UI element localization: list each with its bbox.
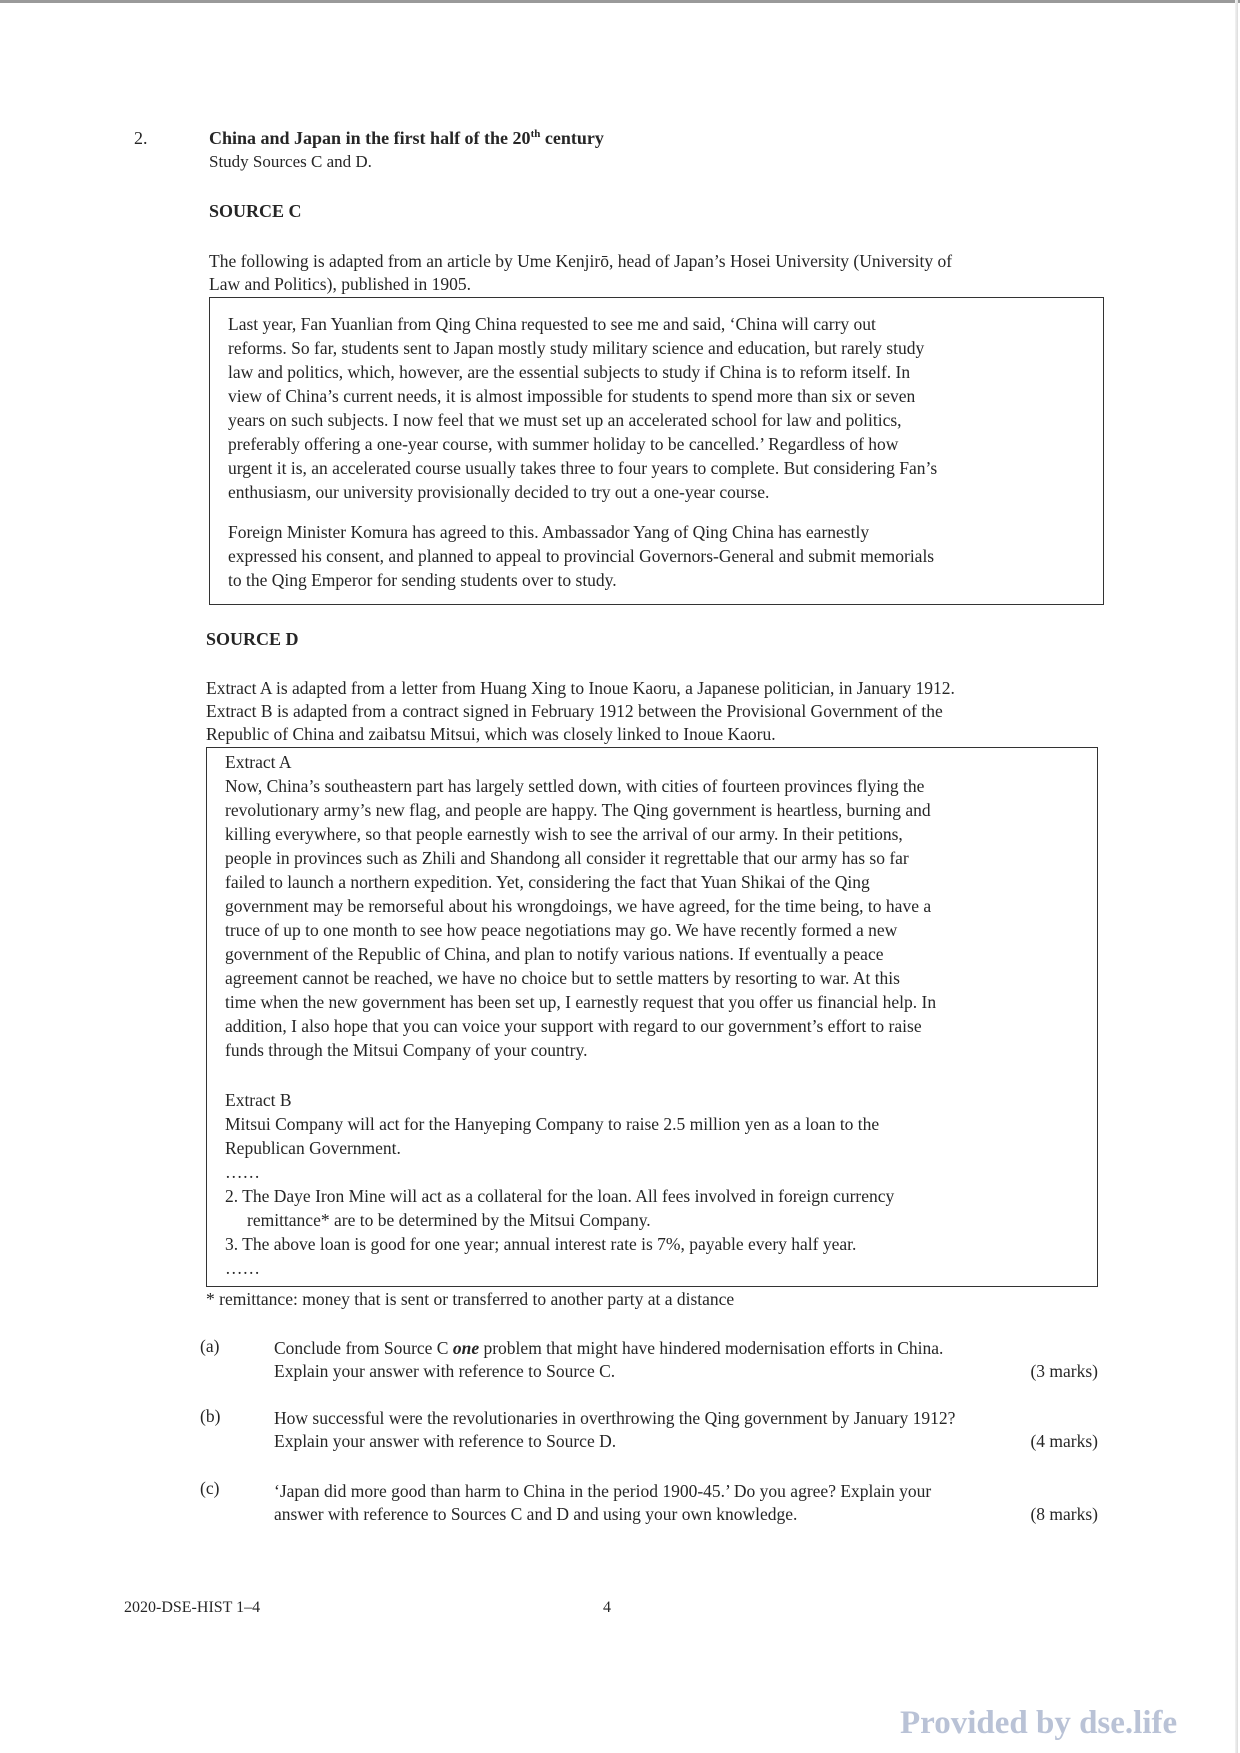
question-title-end: century (540, 128, 604, 148)
text-line: preferably offering a one-year course, with summer holiday to be cancelled.’ Regardless of how (228, 434, 899, 454)
text-line: years on such subjects. I now feel that we must set up an accelerated school for law and politics, (228, 410, 902, 430)
text-line: killing everywhere, so that people earnestly wish to see the arrival of our army. In their petitions, (225, 824, 903, 844)
question-a-marks: (3 marks) (1030, 1361, 1098, 1381)
watermark: Provided by dse.life (900, 1705, 1178, 1741)
page-top-edge (0, 0, 1240, 3)
source-c-intro-line: Law and Politics), published in 1905. (209, 274, 471, 294)
source-d-intro-line: Extract A is adapted from a letter from Huang Xing to Inoue Kaoru, a Japanese politician, in January 1912. (206, 678, 955, 698)
question-a-label: (a) (200, 1336, 220, 1356)
text-line: revolutionary army’s new flag, and people are happy. The Qing government is heartless, burning and (225, 800, 931, 820)
text-line: Now, China’s southeastern part has largely settled down, with cities of fourteen provinces flying the (225, 776, 925, 796)
source-c-paragraph-1 (228, 312, 1083, 504)
text-line: Republican Government. (225, 1138, 401, 1158)
text-line: funds through the Mitsui Company of your country. (225, 1040, 588, 1060)
question-b-label: (b) (200, 1406, 221, 1426)
source-d-intro-line: Extract B is adapted from a contract signed in February 1912 between the Provisional Government of the (206, 701, 943, 721)
source-d-intro (206, 677, 1116, 746)
source-c-box (209, 297, 1104, 605)
source-c-heading: SOURCE C (209, 201, 302, 221)
question-title-superscript: th (530, 128, 541, 140)
text-line: enthusiasm, our university provisionally decided to try out a one-year course. (228, 482, 770, 502)
source-d-intro-line: Republic of China and zaibatsu Mitsui, which was closely linked to Inoue Kaoru. (206, 724, 776, 744)
question-instruction: Study Sources C and D. (209, 152, 372, 171)
contract-item-3: 3. The above loan is good for one year; annual interest rate is 7%, payable every half year. (225, 1234, 857, 1254)
question-a-text-post: problem that might have hindered modernisation efforts in China. (479, 1338, 944, 1358)
question-c-marks: (8 marks) (1030, 1504, 1098, 1524)
contract-item-2: 2. The Daye Iron Mine will act as a collateral for the loan. All fees involved in foreign currency (225, 1186, 895, 1206)
question-c-label: (c) (200, 1478, 220, 1498)
question-number: 2. (134, 128, 148, 148)
extract-b (225, 1088, 1083, 1280)
text-line: view of China’s current needs, it is almost impossible for students to spend more than six or seven (228, 386, 916, 406)
extract-a-text (225, 774, 1083, 1062)
question-title-main: China and Japan in the first half of the 20 (209, 128, 531, 148)
question-c-line-2: answer with reference to Sources C and D and using your own knowledge. (274, 1504, 798, 1524)
question-c (274, 1480, 1098, 1526)
page-number: 4 (603, 1599, 611, 1616)
text-line: law and politics, which, however, are the essential subjects to study if China is to reform itself. In (228, 362, 911, 382)
footnote: * remittance: money that is sent or transferred to another party at a distance (206, 1289, 735, 1309)
extract-a-label: Extract A (225, 752, 292, 772)
question-a (274, 1337, 1098, 1383)
text-line: addition, I also hope that you can voice your support with regard to our government’s effort to raise (225, 1016, 922, 1036)
text-line: reforms. So far, students sent to Japan mostly study military science and education, but rarely study (228, 338, 925, 358)
question-a-line-2: Explain your answer with reference to Source C. (274, 1361, 616, 1381)
ellipsis: …… (225, 1258, 260, 1278)
source-d-box (206, 747, 1098, 1287)
extract-a (225, 750, 1083, 1062)
question-b-marks: (4 marks) (1030, 1431, 1098, 1451)
text-line: expressed his consent, and planned to appeal to provincial Governors-General and submit memorials (228, 546, 935, 566)
text-line: to the Qing Emperor for sending students over to study. (228, 570, 617, 590)
text-line: Last year, Fan Yuanlian from Qing China requested to see me and said, ‘China will carry out (228, 314, 876, 334)
text-line: Foreign Minister Komura has agreed to this. Ambassador Yang of Qing China has earnestly (228, 522, 870, 542)
text-line: urgent it is, an accelerated course usually takes three to four years to complete. But considering Fan’s (228, 458, 938, 478)
source-c-paragraph-2 (228, 520, 1083, 592)
text-line: truce of up to one month to see how peace negotiations may go. We have recently formed a new (225, 920, 898, 940)
footer-exam-code: 2020-DSE-HIST 1–4 (124, 1599, 261, 1616)
ellipsis: …… (225, 1162, 260, 1182)
text-line: government of the Republic of China, and plan to notify various nations. If eventually a peace (225, 944, 884, 964)
extract-b-intro (225, 1112, 1083, 1160)
question-title (209, 128, 604, 149)
question-a-line-1 (274, 1337, 1098, 1360)
question-b-line-2: Explain your answer with reference to Source D. (274, 1431, 617, 1451)
text-line: agreement cannot be reached, we have no choice but to settle matters by resorting to war. At this (225, 968, 900, 988)
source-d-heading: SOURCE D (206, 629, 299, 649)
text-line: time when the new government has been set up, I earnestly request that you offer us financial help. In (225, 992, 937, 1012)
text-line: government may be remorseful about his wrongdoings, we have agreed, for the time being, to have a (225, 896, 932, 916)
question-c-line-1: ‘Japan did more good than harm to China in the period 1900-45.’ Do you agree? Explain your (274, 1481, 932, 1501)
text-line: failed to launch a northern expedition. Yet, considering the fact that Yuan Shikai of the Qing (225, 872, 870, 892)
question-a-emphasis: one (452, 1338, 480, 1358)
question-b (274, 1407, 1098, 1453)
text-line: people in provinces such as Zhili and Shandong all consider it regrettable that our army has so far (225, 848, 909, 868)
source-c-intro-line: The following is adapted from an article by Ume Kenjirō, head of Japan’s Hosei University (University of (209, 251, 953, 271)
extract-b-label: Extract B (225, 1090, 292, 1110)
question-a-text-pre: Conclude from Source C (274, 1338, 453, 1358)
page-right-edge (1235, 0, 1238, 1753)
text-line: Mitsui Company will act for the Hanyeping Company to raise 2.5 million yen as a loan to the (225, 1114, 880, 1134)
source-c-intro (209, 250, 1114, 296)
contract-item-2-continued: remittance* are to be determined by the Mitsui Company. (247, 1210, 651, 1230)
question-b-line-1: How successful were the revolutionaries in overthrowing the Qing government by January 1912? (274, 1408, 956, 1428)
